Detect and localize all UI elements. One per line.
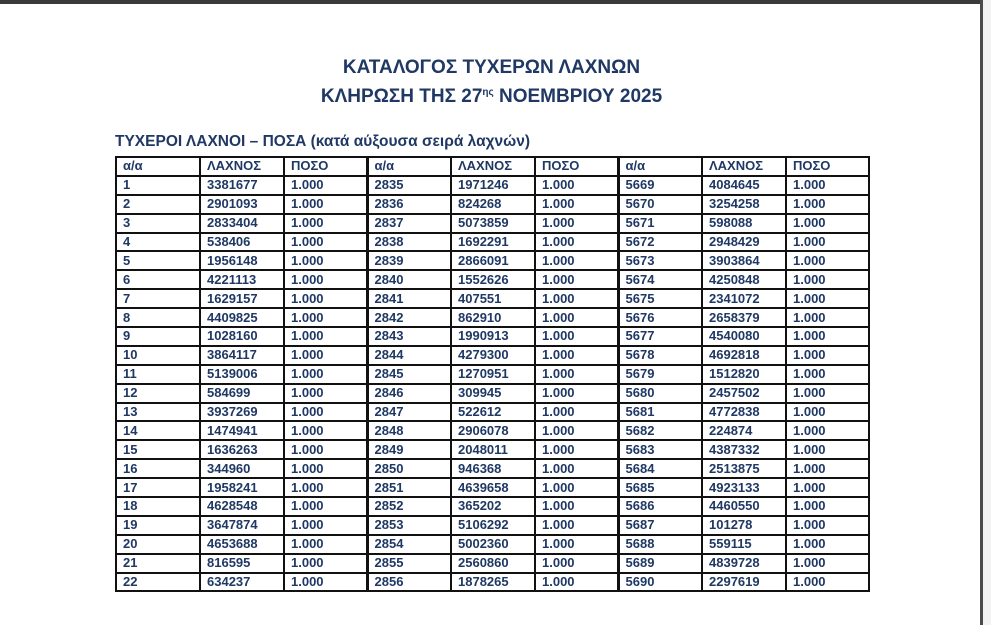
ticket-number-cell: 5106292 bbox=[451, 516, 535, 535]
table-row bbox=[116, 554, 869, 573]
table-header-row bbox=[116, 157, 869, 176]
ticket-number-cell: 4839728 bbox=[702, 554, 786, 573]
ticket-number-cell: 2906078 bbox=[451, 421, 535, 440]
serial-number-cell: 20 bbox=[116, 535, 200, 554]
amount-cell: 1.000 bbox=[535, 233, 618, 252]
serial-number-cell: 13 bbox=[116, 403, 200, 422]
table-row bbox=[116, 176, 869, 195]
ticket-number-cell: 4250848 bbox=[702, 270, 786, 289]
amount-cell: 1.000 bbox=[786, 421, 869, 440]
ticket-number-cell: 2048011 bbox=[451, 440, 535, 459]
serial-number-cell: 2856 bbox=[367, 573, 451, 592]
ticket-number-cell: 344960 bbox=[200, 459, 284, 478]
table-row bbox=[116, 251, 869, 270]
amount-cell: 1.000 bbox=[786, 327, 869, 346]
amount-cell: 1.000 bbox=[786, 176, 869, 195]
serial-number-cell: 5670 bbox=[618, 195, 702, 214]
table-row bbox=[116, 327, 869, 346]
table-row bbox=[116, 459, 869, 478]
amount-cell: 1.000 bbox=[284, 289, 367, 308]
amount-cell: 1.000 bbox=[284, 214, 367, 233]
ticket-number-cell: 4692818 bbox=[702, 346, 786, 365]
ticket-number-cell: 3937269 bbox=[200, 403, 284, 422]
amount-cell: 1.000 bbox=[284, 195, 367, 214]
amount-cell: 1.000 bbox=[284, 233, 367, 252]
serial-number-cell: 5 bbox=[116, 251, 200, 270]
amount-cell: 1.000 bbox=[786, 478, 869, 497]
ticket-number-cell: 4409825 bbox=[200, 308, 284, 327]
serial-number-cell: 12 bbox=[116, 384, 200, 403]
ticket-number-cell: 1692291 bbox=[451, 233, 535, 252]
serial-number-cell: 5671 bbox=[618, 214, 702, 233]
ticket-number-cell: 824268 bbox=[451, 195, 535, 214]
ticket-number-cell: 1636263 bbox=[200, 440, 284, 459]
amount-cell: 1.000 bbox=[535, 403, 618, 422]
ticket-number-cell: 1958241 bbox=[200, 478, 284, 497]
serial-number-cell: 2845 bbox=[367, 365, 451, 384]
serial-number-header: α/α bbox=[618, 157, 702, 176]
table-row bbox=[116, 573, 869, 592]
amount-cell: 1.000 bbox=[284, 270, 367, 289]
winning-tickets-table bbox=[115, 156, 870, 592]
ticket-number-cell: 1270951 bbox=[451, 365, 535, 384]
serial-number-cell: 5690 bbox=[618, 573, 702, 592]
draw-date-prefix: ΚΛΗΡΩΣΗ ΤΗΣ 27 bbox=[320, 86, 483, 107]
table-row bbox=[116, 384, 869, 403]
serial-number-cell: 2855 bbox=[367, 554, 451, 573]
amount-cell: 1.000 bbox=[535, 365, 618, 384]
serial-number-cell: 2848 bbox=[367, 421, 451, 440]
ticket-number-cell: 1028160 bbox=[200, 327, 284, 346]
ticket-number-cell: 4923133 bbox=[702, 478, 786, 497]
amount-cell: 1.000 bbox=[786, 195, 869, 214]
serial-number-cell: 4 bbox=[116, 233, 200, 252]
serial-number-cell: 1 bbox=[116, 176, 200, 195]
table-row bbox=[116, 478, 869, 497]
serial-number-cell: 5679 bbox=[618, 365, 702, 384]
amount-cell: 1.000 bbox=[786, 384, 869, 403]
amount-cell: 1.000 bbox=[535, 554, 618, 573]
amount-cell: 1.000 bbox=[786, 251, 869, 270]
amount-cell: 1.000 bbox=[786, 214, 869, 233]
serial-number-cell: 18 bbox=[116, 497, 200, 516]
serial-number-cell: 2837 bbox=[367, 214, 451, 233]
amount-cell: 1.000 bbox=[284, 497, 367, 516]
ticket-number-cell: 1878265 bbox=[451, 573, 535, 592]
serial-number-cell: 5669 bbox=[618, 176, 702, 195]
ticket-number-cell: 2297619 bbox=[702, 573, 786, 592]
amount-cell: 1.000 bbox=[535, 289, 618, 308]
ticket-number-cell: 2341072 bbox=[702, 289, 786, 308]
serial-number-cell: 5674 bbox=[618, 270, 702, 289]
serial-number-cell: 5687 bbox=[618, 516, 702, 535]
table-body bbox=[116, 176, 869, 592]
serial-number-cell: 2839 bbox=[367, 251, 451, 270]
ticket-number-cell: 4628548 bbox=[200, 497, 284, 516]
ticket-number-cell: 2948429 bbox=[702, 233, 786, 252]
ticket-number-cell: 3903864 bbox=[702, 251, 786, 270]
amount-header: ΠΟΣΟ bbox=[284, 157, 367, 176]
ticket-number-cell: 862910 bbox=[451, 308, 535, 327]
amount-cell: 1.000 bbox=[535, 459, 618, 478]
ticket-number-cell: 4279300 bbox=[451, 346, 535, 365]
serial-number-cell: 5689 bbox=[618, 554, 702, 573]
amount-cell: 1.000 bbox=[284, 440, 367, 459]
amount-cell: 1.000 bbox=[535, 384, 618, 403]
serial-number-cell: 9 bbox=[116, 327, 200, 346]
amount-cell: 1.000 bbox=[786, 459, 869, 478]
amount-cell: 1.000 bbox=[284, 478, 367, 497]
serial-number-cell: 2836 bbox=[367, 195, 451, 214]
serial-number-cell: 5677 bbox=[618, 327, 702, 346]
serial-number-cell: 2835 bbox=[367, 176, 451, 195]
ticket-number-cell: 5139006 bbox=[200, 365, 284, 384]
serial-number-cell: 5672 bbox=[618, 233, 702, 252]
serial-number-cell: 2843 bbox=[367, 327, 451, 346]
ticket-number-cell: 816595 bbox=[200, 554, 284, 573]
ticket-number-cell: 365202 bbox=[451, 497, 535, 516]
ticket-number-cell: 4653688 bbox=[200, 535, 284, 554]
serial-number-cell: 2840 bbox=[367, 270, 451, 289]
serial-number-cell: 5688 bbox=[618, 535, 702, 554]
amount-cell: 1.000 bbox=[535, 308, 618, 327]
ticket-number-cell: 1512820 bbox=[702, 365, 786, 384]
ticket-number-header: ΛΑΧΝΟΣ bbox=[702, 157, 786, 176]
serial-number-cell: 2842 bbox=[367, 308, 451, 327]
ticket-number-cell: 946368 bbox=[451, 459, 535, 478]
amount-cell: 1.000 bbox=[284, 459, 367, 478]
viewer-top-border bbox=[0, 0, 983, 4]
serial-number-cell: 19 bbox=[116, 516, 200, 535]
amount-cell: 1.000 bbox=[284, 516, 367, 535]
ticket-number-cell: 1474941 bbox=[200, 421, 284, 440]
amount-cell: 1.000 bbox=[786, 233, 869, 252]
table-row bbox=[116, 270, 869, 289]
serial-number-cell: 2850 bbox=[367, 459, 451, 478]
amount-cell: 1.000 bbox=[786, 289, 869, 308]
serial-number-cell: 2852 bbox=[367, 497, 451, 516]
amount-cell: 1.000 bbox=[535, 421, 618, 440]
ticket-number-cell: 634237 bbox=[200, 573, 284, 592]
amount-header: ΠΟΣΟ bbox=[786, 157, 869, 176]
amount-cell: 1.000 bbox=[284, 327, 367, 346]
serial-number-header: α/α bbox=[367, 157, 451, 176]
serial-number-cell: 21 bbox=[116, 554, 200, 573]
amount-cell: 1.000 bbox=[535, 251, 618, 270]
amount-cell: 1.000 bbox=[535, 195, 618, 214]
amount-cell: 1.000 bbox=[284, 365, 367, 384]
amount-cell: 1.000 bbox=[786, 346, 869, 365]
ticket-number-cell: 1956148 bbox=[200, 251, 284, 270]
ticket-number-cell: 522612 bbox=[451, 403, 535, 422]
serial-number-cell: 10 bbox=[116, 346, 200, 365]
serial-number-cell: 5684 bbox=[618, 459, 702, 478]
ticket-number-cell: 2901093 bbox=[200, 195, 284, 214]
serial-number-cell: 2854 bbox=[367, 535, 451, 554]
amount-cell: 1.000 bbox=[535, 327, 618, 346]
serial-number-cell: 2841 bbox=[367, 289, 451, 308]
table-row bbox=[116, 535, 869, 554]
amount-header: ΠΟΣΟ bbox=[535, 157, 618, 176]
ticket-number-cell: 4460550 bbox=[702, 497, 786, 516]
ticket-number-cell: 584699 bbox=[200, 384, 284, 403]
amount-cell: 1.000 bbox=[786, 403, 869, 422]
ticket-number-cell: 4772838 bbox=[702, 403, 786, 422]
serial-number-cell: 6 bbox=[116, 270, 200, 289]
ticket-number-cell: 4639658 bbox=[451, 478, 535, 497]
amount-cell: 1.000 bbox=[786, 554, 869, 573]
ticket-number-cell: 1629157 bbox=[200, 289, 284, 308]
ticket-number-cell: 2833404 bbox=[200, 214, 284, 233]
amount-cell: 1.000 bbox=[786, 308, 869, 327]
serial-number-cell: 8 bbox=[116, 308, 200, 327]
serial-number-header: α/α bbox=[116, 157, 200, 176]
serial-number-cell: 3 bbox=[116, 214, 200, 233]
table-row bbox=[116, 516, 869, 535]
amount-cell: 1.000 bbox=[284, 308, 367, 327]
ticket-number-cell: 3254258 bbox=[702, 195, 786, 214]
serial-number-cell: 2851 bbox=[367, 478, 451, 497]
serial-number-cell: 2849 bbox=[367, 440, 451, 459]
amount-cell: 1.000 bbox=[535, 176, 618, 195]
serial-number-cell: 15 bbox=[116, 440, 200, 459]
amount-cell: 1.000 bbox=[284, 384, 367, 403]
amount-cell: 1.000 bbox=[284, 554, 367, 573]
amount-cell: 1.000 bbox=[284, 573, 367, 592]
ticket-number-cell: 3381677 bbox=[200, 176, 284, 195]
ticket-number-cell: 2866091 bbox=[451, 251, 535, 270]
amount-cell: 1.000 bbox=[786, 516, 869, 535]
amount-cell: 1.000 bbox=[535, 270, 618, 289]
ticket-number-cell: 309945 bbox=[451, 384, 535, 403]
ticket-number-cell: 538406 bbox=[200, 233, 284, 252]
amount-cell: 1.000 bbox=[535, 535, 618, 554]
amount-cell: 1.000 bbox=[786, 497, 869, 516]
serial-number-cell: 2838 bbox=[367, 233, 451, 252]
ticket-number-header: ΛΑΧΝΟΣ bbox=[200, 157, 284, 176]
table-row bbox=[116, 233, 869, 252]
ticket-number-cell: 4387332 bbox=[702, 440, 786, 459]
amount-cell: 1.000 bbox=[786, 270, 869, 289]
table-row bbox=[116, 346, 869, 365]
amount-cell: 1.000 bbox=[535, 478, 618, 497]
viewer-background bbox=[983, 0, 991, 625]
serial-number-cell: 5685 bbox=[618, 478, 702, 497]
ticket-number-cell: 4084645 bbox=[702, 176, 786, 195]
amount-cell: 1.000 bbox=[535, 573, 618, 592]
ticket-number-header: ΛΑΧΝΟΣ bbox=[451, 157, 535, 176]
ticket-number-cell: 1990913 bbox=[451, 327, 535, 346]
date-ordinal-superscript: ης bbox=[482, 87, 494, 98]
serial-number-cell: 2 bbox=[116, 195, 200, 214]
ticket-number-cell: 1971246 bbox=[451, 176, 535, 195]
serial-number-cell: 5673 bbox=[618, 251, 702, 270]
amount-cell: 1.000 bbox=[535, 346, 618, 365]
ticket-number-cell: 4540080 bbox=[702, 327, 786, 346]
amount-cell: 1.000 bbox=[786, 365, 869, 384]
ticket-number-cell: 4221113 bbox=[200, 270, 284, 289]
table-row bbox=[116, 497, 869, 516]
amount-cell: 1.000 bbox=[284, 346, 367, 365]
serial-number-cell: 7 bbox=[116, 289, 200, 308]
ticket-number-cell: 5002360 bbox=[451, 535, 535, 554]
table-row bbox=[116, 421, 869, 440]
serial-number-cell: 2846 bbox=[367, 384, 451, 403]
table-row bbox=[116, 365, 869, 384]
draw-date-suffix: ΝΟΕΜΒΡΙΟΥ 2025 bbox=[493, 86, 663, 107]
ticket-number-cell: 5073859 bbox=[451, 214, 535, 233]
table-row bbox=[116, 289, 869, 308]
section-heading: ΤΥΧΕΡΟΙ ΛΑΧΝΟΙ – ΠΟΣΑ (κατά αύξουσα σειρά λαχνών) bbox=[115, 133, 531, 150]
amount-cell: 1.000 bbox=[284, 403, 367, 422]
table-row bbox=[116, 195, 869, 214]
serial-number-cell: 5676 bbox=[618, 308, 702, 327]
serial-number-cell: 2853 bbox=[367, 516, 451, 535]
amount-cell: 1.000 bbox=[284, 535, 367, 554]
document-subtitle bbox=[0, 86, 983, 108]
serial-number-cell: 5675 bbox=[618, 289, 702, 308]
serial-number-cell: 16 bbox=[116, 459, 200, 478]
serial-number-cell: 5686 bbox=[618, 497, 702, 516]
ticket-number-cell: 1552626 bbox=[451, 270, 535, 289]
ticket-number-cell: 2457502 bbox=[702, 384, 786, 403]
amount-cell: 1.000 bbox=[284, 176, 367, 195]
ticket-number-cell: 407551 bbox=[451, 289, 535, 308]
ticket-number-cell: 2658379 bbox=[702, 308, 786, 327]
serial-number-cell: 2844 bbox=[367, 346, 451, 365]
ticket-number-cell: 101278 bbox=[702, 516, 786, 535]
serial-number-cell: 14 bbox=[116, 421, 200, 440]
serial-number-cell: 17 bbox=[116, 478, 200, 497]
serial-number-cell: 11 bbox=[116, 365, 200, 384]
serial-number-cell: 2847 bbox=[367, 403, 451, 422]
amount-cell: 1.000 bbox=[786, 535, 869, 554]
amount-cell: 1.000 bbox=[535, 516, 618, 535]
table-row bbox=[116, 214, 869, 233]
serial-number-cell: 5681 bbox=[618, 403, 702, 422]
ticket-number-cell: 559115 bbox=[702, 535, 786, 554]
ticket-number-cell: 2560860 bbox=[451, 554, 535, 573]
serial-number-cell: 5678 bbox=[618, 346, 702, 365]
ticket-number-cell: 3647874 bbox=[200, 516, 284, 535]
serial-number-cell: 5680 bbox=[618, 384, 702, 403]
serial-number-cell: 22 bbox=[116, 573, 200, 592]
ticket-number-cell: 224874 bbox=[702, 421, 786, 440]
document-title: ΚΑΤΑΛΟΓΟΣ ΤΥΧΕΡΩΝ ΛΑΧΝΩΝ bbox=[342, 57, 641, 78]
table-row bbox=[116, 440, 869, 459]
amount-cell: 1.000 bbox=[786, 440, 869, 459]
table-row bbox=[116, 403, 869, 422]
amount-cell: 1.000 bbox=[284, 421, 367, 440]
ticket-number-cell: 598088 bbox=[702, 214, 786, 233]
amount-cell: 1.000 bbox=[535, 497, 618, 516]
serial-number-cell: 5683 bbox=[618, 440, 702, 459]
ticket-number-cell: 3864117 bbox=[200, 346, 284, 365]
table-row bbox=[116, 308, 869, 327]
amount-cell: 1.000 bbox=[535, 440, 618, 459]
amount-cell: 1.000 bbox=[786, 573, 869, 592]
amount-cell: 1.000 bbox=[284, 251, 367, 270]
amount-cell: 1.000 bbox=[535, 214, 618, 233]
serial-number-cell: 5682 bbox=[618, 421, 702, 440]
ticket-number-cell: 2513875 bbox=[702, 459, 786, 478]
